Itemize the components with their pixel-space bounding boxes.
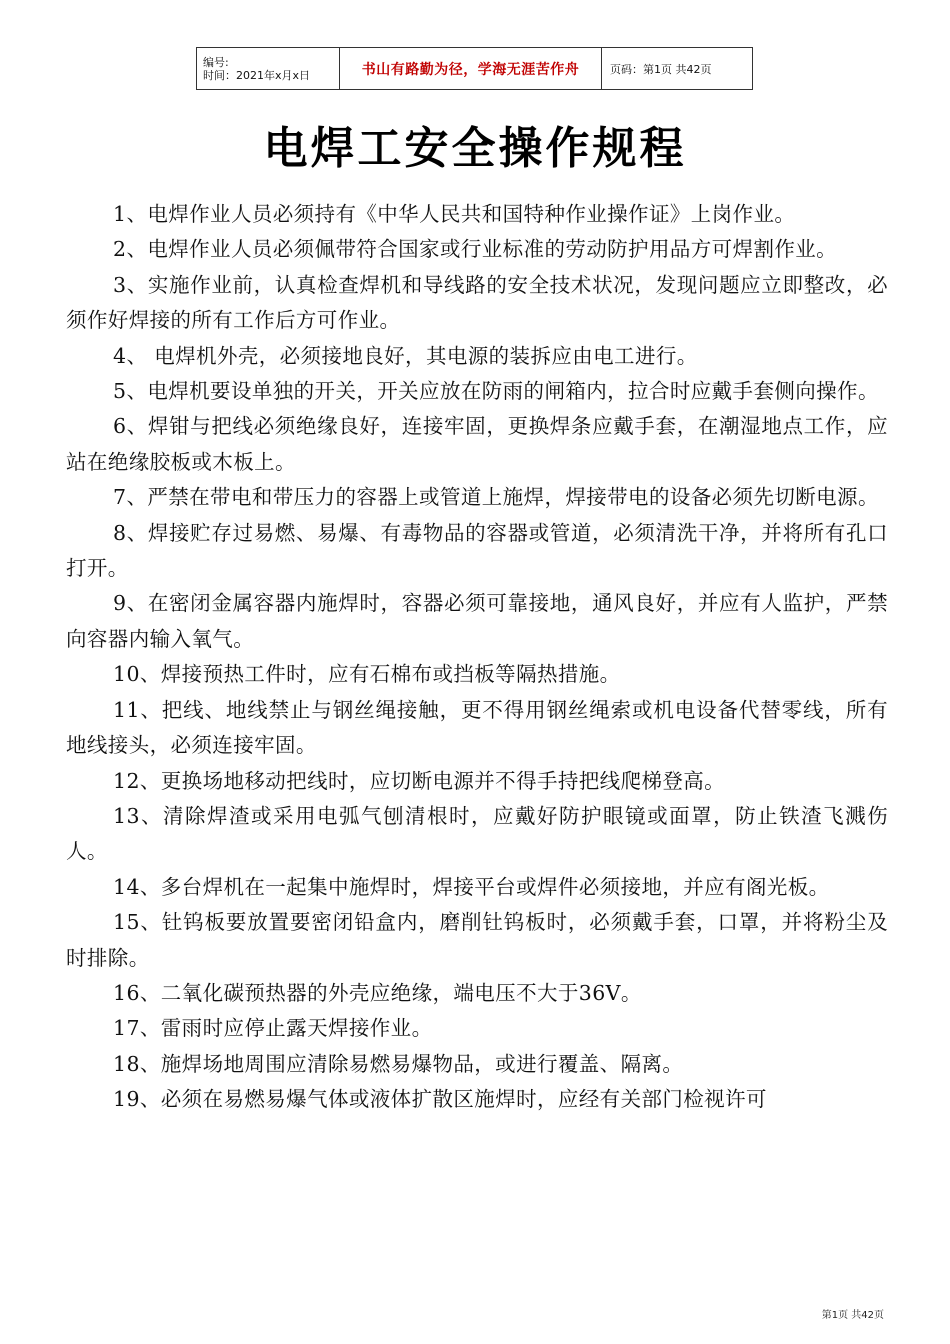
rule-item: 10、焊接预热工件时，应有石棉布或挡板等隔热措施。 [113, 662, 621, 687]
document-header [196, 47, 753, 90]
rule-item: 19、必须在易燃易爆气体或液体扩散区施焊时，应经有关部门检视许可 [113, 1087, 767, 1112]
rule-item: 16、二氧化碳预热器的外壳应绝缘，端电压不大于36V。 [113, 980, 642, 1005]
rule-item: 2、电焊作业人员必须佩带符合国家或行业标准的劳动防护用品方可焊割作业。 [113, 237, 838, 262]
page-info-text: 页码：第1页 共42页 [610, 62, 712, 76]
page-footer: 第1页 共42页 [821, 1310, 884, 1321]
rule-item: 1、电焊作业人员必须持有《中华人民共和国特种作业操作证》上岗作业。 [113, 202, 796, 226]
header-slogan [340, 48, 602, 89]
number-label: 编号: [203, 55, 229, 69]
rule-item: 15、钍钨板要放置要密闭铅盒内，磨削钍钨板时，必须戴手套，口罩，并将粉尘及时排除。 [66, 910, 888, 970]
rule-item: 6、焊钳与把线必须绝缘良好，连接牢固，更换焊条应戴手套，在潮湿地点工作，应站在绝缘胶板或木板上。 [66, 414, 888, 474]
rule-item: 11、把线、地线禁止与钢丝绳接触，更不得用钢丝绳索或机电设备代替零线，所有地线接头，必须连接牢固。 [66, 697, 888, 758]
header-page-info [602, 48, 752, 89]
page-title: 电焊工安全操作规程 [263, 123, 687, 174]
rule-item: 9、在密闭金属容器内施焊时，容器必须可靠接地，通风良好，并应有人监护，严禁向容器内输入氧气。 [66, 591, 888, 651]
rule-item: 17、雷雨时应停止露天焊接作业。 [113, 1016, 433, 1041]
rule-item: 18、施焊场地周围应清除易燃易爆物品，或进行覆盖、隔离。 [113, 1051, 684, 1076]
rule-item: 3、实施作业前，认真检查焊机和导线路的安全技术状况，发现问题应立即整改，必须作好焊接的所有工作后方可作业。 [66, 272, 888, 333]
rules-list [66, 197, 888, 1118]
date-label: 时间：2021年x月x日 [203, 68, 311, 82]
slogan-text: 书山有路勤为径，学海无涯苦作舟 [361, 61, 580, 78]
rule-item: 8、焊接贮存过易燃、易爆、有毒物品的容器或管道，必须清洗干净，并将所有孔口打开。 [66, 520, 888, 581]
rule-item: 4、 电焊机外壳，必须接地良好，其电源的装拆应由电工进行。 [113, 343, 698, 368]
rule-item: 12、更换场地移动把线时，应切断电源并不得手持把线爬梯登高。 [113, 768, 726, 793]
rule-item: 14、多台焊机在一起集中施焊时，焊接平台或焊件必须接地，并应有阁光板。 [113, 874, 830, 899]
rule-item: 5、电焊机要设单独的开关，开关应放在防雨的闸箱内，拉合时应戴手套侧向操作。 [113, 379, 879, 404]
rule-item: 7、严禁在带电和带压力的容器上或管道上施焊，焊接带电的设备必须先切断电源。 [113, 485, 879, 510]
header-meta [197, 48, 340, 89]
rule-item: 13、清除焊渣或采用电弧气刨清根时，应戴好防护眼镜或面罩，防止铁渣飞溅伤人。 [66, 803, 888, 864]
